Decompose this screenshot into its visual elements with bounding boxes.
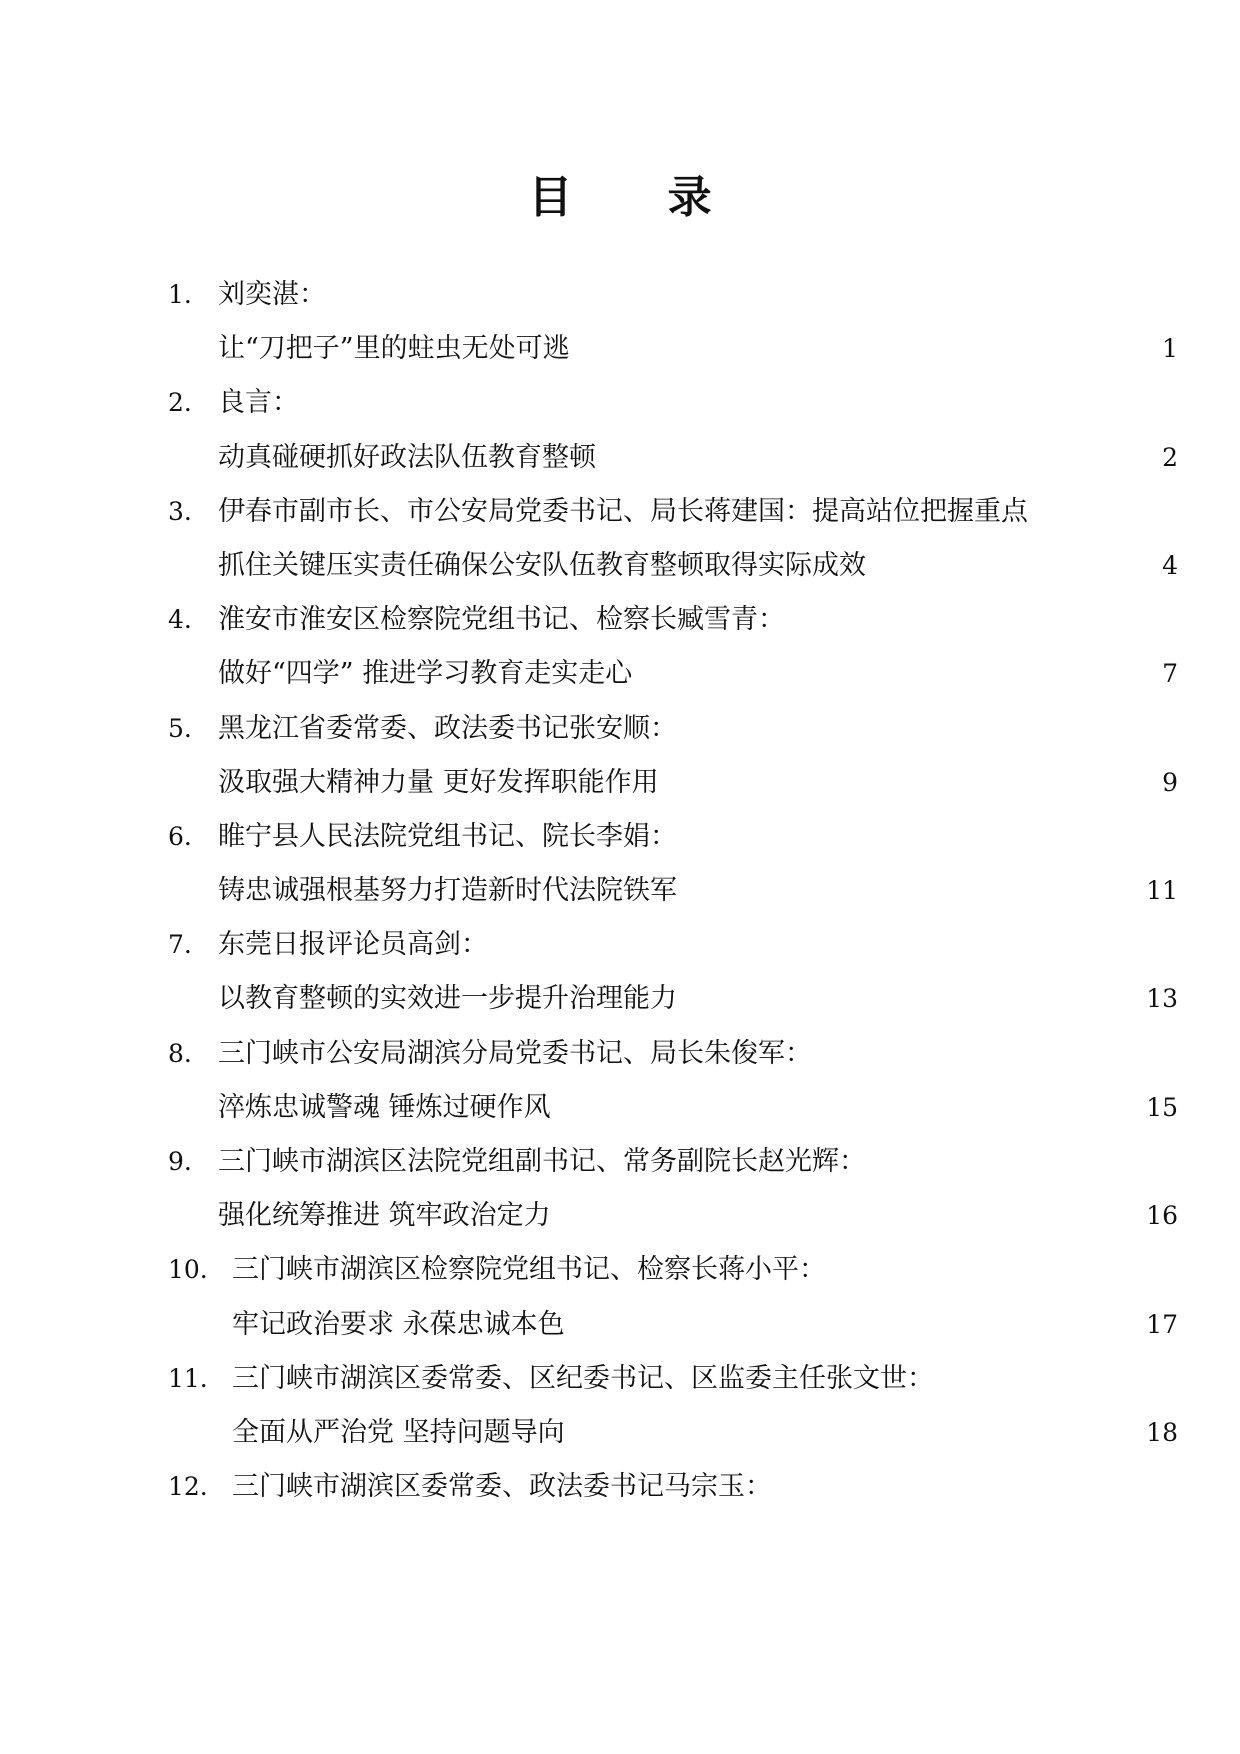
- toc-entry-4: [168, 593, 1178, 701]
- toc-entry-sub-line: [168, 756, 1178, 810]
- toc-entry-author: 伊春市副市长、市公安局党委书记、局长蒋建国：提高站位把握重点: [218, 495, 1028, 527]
- toc-entry-author: 三门峡市湖滨区检察院党组书记、检察长蒋小平：: [232, 1254, 826, 1286]
- toc-entry-page-number: 16: [1146, 1201, 1178, 1231]
- toc-entry-3: [168, 485, 1178, 593]
- toc-entry-sub-line: [168, 972, 1178, 1026]
- toc-entry-head-line: [168, 376, 1178, 430]
- toc-entry-number: 10.: [168, 1255, 208, 1285]
- toc-entry-title: 做好“四学” 推进学习教育走实走心: [218, 658, 633, 690]
- toc-entry-page-number: 18: [1146, 1417, 1178, 1447]
- toc-entry-head-line: [168, 1460, 1178, 1514]
- toc-entry-page-number: 11: [1146, 876, 1178, 906]
- toc-entry-10: [168, 1243, 1178, 1351]
- toc-entry-page-number: 7: [1162, 659, 1178, 689]
- toc-entry-number: 6.: [168, 821, 192, 851]
- toc-entry-author: 睢宁县人民法院党组书记、院长李娟：: [218, 820, 677, 852]
- toc-entry-2: [168, 376, 1178, 484]
- toc-entry-number: 5.: [168, 713, 192, 743]
- toc-entry-number: 9.: [168, 1147, 192, 1176]
- toc-entry-12: [168, 1460, 1178, 1514]
- toc-entry-head-line: [168, 918, 1178, 972]
- toc-entry-title: 以教育整顿的实效进一步提升治理能力: [218, 983, 677, 1015]
- toc-entry-number: 8.: [168, 1038, 192, 1068]
- toc-entry-sub-line: [168, 322, 1178, 376]
- toc-entry-8: [168, 1027, 1178, 1135]
- page-title: 目 录: [528, 172, 752, 223]
- toc-entry-number: 11.: [168, 1363, 208, 1393]
- toc-entry-6: [168, 810, 1178, 918]
- toc-entry-head-line: [168, 1135, 1178, 1189]
- toc-entry-head-line: [168, 702, 1178, 756]
- toc-entry-7: [168, 918, 1178, 1026]
- toc-entry-title: 汲取强大精神力量 更好发挥职能作用: [218, 766, 659, 798]
- toc-entry-title: 动真碰硬抓好政法队伍教育整顿: [218, 441, 596, 473]
- toc-entry-title: 抓住关键压实责任确保公安队伍教育整顿取得实际成效: [218, 549, 866, 581]
- toc-entry-title: 淬炼忠诚警魂 锤炼过硬作风: [218, 1091, 551, 1123]
- toc-entry-5: [168, 702, 1178, 810]
- toc-entry-page-number: 17: [1146, 1309, 1178, 1339]
- toc-entry-head-line: [168, 485, 1178, 539]
- table-of-contents: [168, 268, 1178, 1514]
- toc-entry-page-number: 13: [1146, 984, 1178, 1014]
- toc-entry-sub-line: [168, 1406, 1178, 1460]
- toc-entry-page-number: 15: [1146, 1092, 1178, 1122]
- toc-entry-author: 三门峡市湖滨区委常委、政法委书记马宗玉：: [232, 1471, 772, 1503]
- toc-entry-author: 淮安市淮安区检察院党组书记、检察长臧雪青：: [218, 604, 785, 636]
- toc-entry-author: 三门峡市湖滨区委常委、区纪委书记、区监委主任张文世：: [232, 1362, 934, 1394]
- toc-entry-page-number: 4: [1162, 550, 1178, 580]
- toc-entry-head-line: [168, 810, 1178, 864]
- toc-entry-sub-line: [168, 647, 1178, 701]
- toc-entry-sub-line: [168, 1081, 1178, 1135]
- toc-entry-author: 良言：: [218, 387, 299, 419]
- toc-entry-number: 4.: [168, 605, 192, 635]
- toc-entry-number: 12.: [168, 1472, 208, 1502]
- toc-entry-head-line: [168, 1352, 1178, 1406]
- toc-entry-page-number: 1: [1162, 334, 1178, 364]
- toc-entry-head-line: [168, 1027, 1178, 1081]
- toc-entry-number: 1.: [168, 280, 192, 309]
- toc-entry-title: 铸忠诚强根基努力打造新时代法院铁军: [218, 875, 677, 907]
- toc-entry-author: 三门峡市公安局湖滨分局党委书记、局长朱俊军：: [218, 1037, 812, 1069]
- toc-entry-title: 牢记政治要求 永葆忠诚本色: [232, 1308, 565, 1340]
- toc-entry-number: 2.: [168, 388, 192, 418]
- toc-entry-title: 全面从严治党 坚持问题导向: [232, 1416, 565, 1448]
- toc-entry-page-number: 9: [1162, 767, 1178, 797]
- toc-entry-head-line: [168, 268, 1178, 322]
- toc-entry-author: 刘奕湛：: [218, 279, 326, 310]
- toc-entry-11: [168, 1352, 1178, 1460]
- toc-entry-title: 让“刀把子”里的蛀虫无处可逃: [218, 333, 570, 365]
- toc-entry-author: 三门峡市湖滨区法院党组副书记、常务副院长赵光辉：: [218, 1146, 866, 1177]
- toc-entry-number: 7.: [168, 930, 192, 960]
- toc-entry-page-number: 2: [1162, 442, 1178, 472]
- toc-entry-sub-line: [168, 539, 1178, 593]
- toc-entry-head-line: [168, 1243, 1178, 1297]
- toc-entry-1: [168, 268, 1178, 376]
- toc-entry-sub-line: [168, 1189, 1178, 1243]
- toc-entry-sub-line: [168, 431, 1178, 485]
- toc-entry-author: 黑龙江省委常委、政法委书记张安顺：: [218, 712, 677, 744]
- toc-entry-title: 强化统筹推进 筑牢政治定力: [218, 1200, 551, 1232]
- toc-entry-sub-line: [168, 1298, 1178, 1352]
- toc-entry-sub-line: [168, 864, 1178, 918]
- toc-entry-author: 东莞日报评论员高剑：: [218, 929, 488, 961]
- toc-entry-number: 3.: [168, 496, 192, 526]
- toc-entry-9: [168, 1135, 1178, 1243]
- toc-entry-head-line: [168, 593, 1178, 647]
